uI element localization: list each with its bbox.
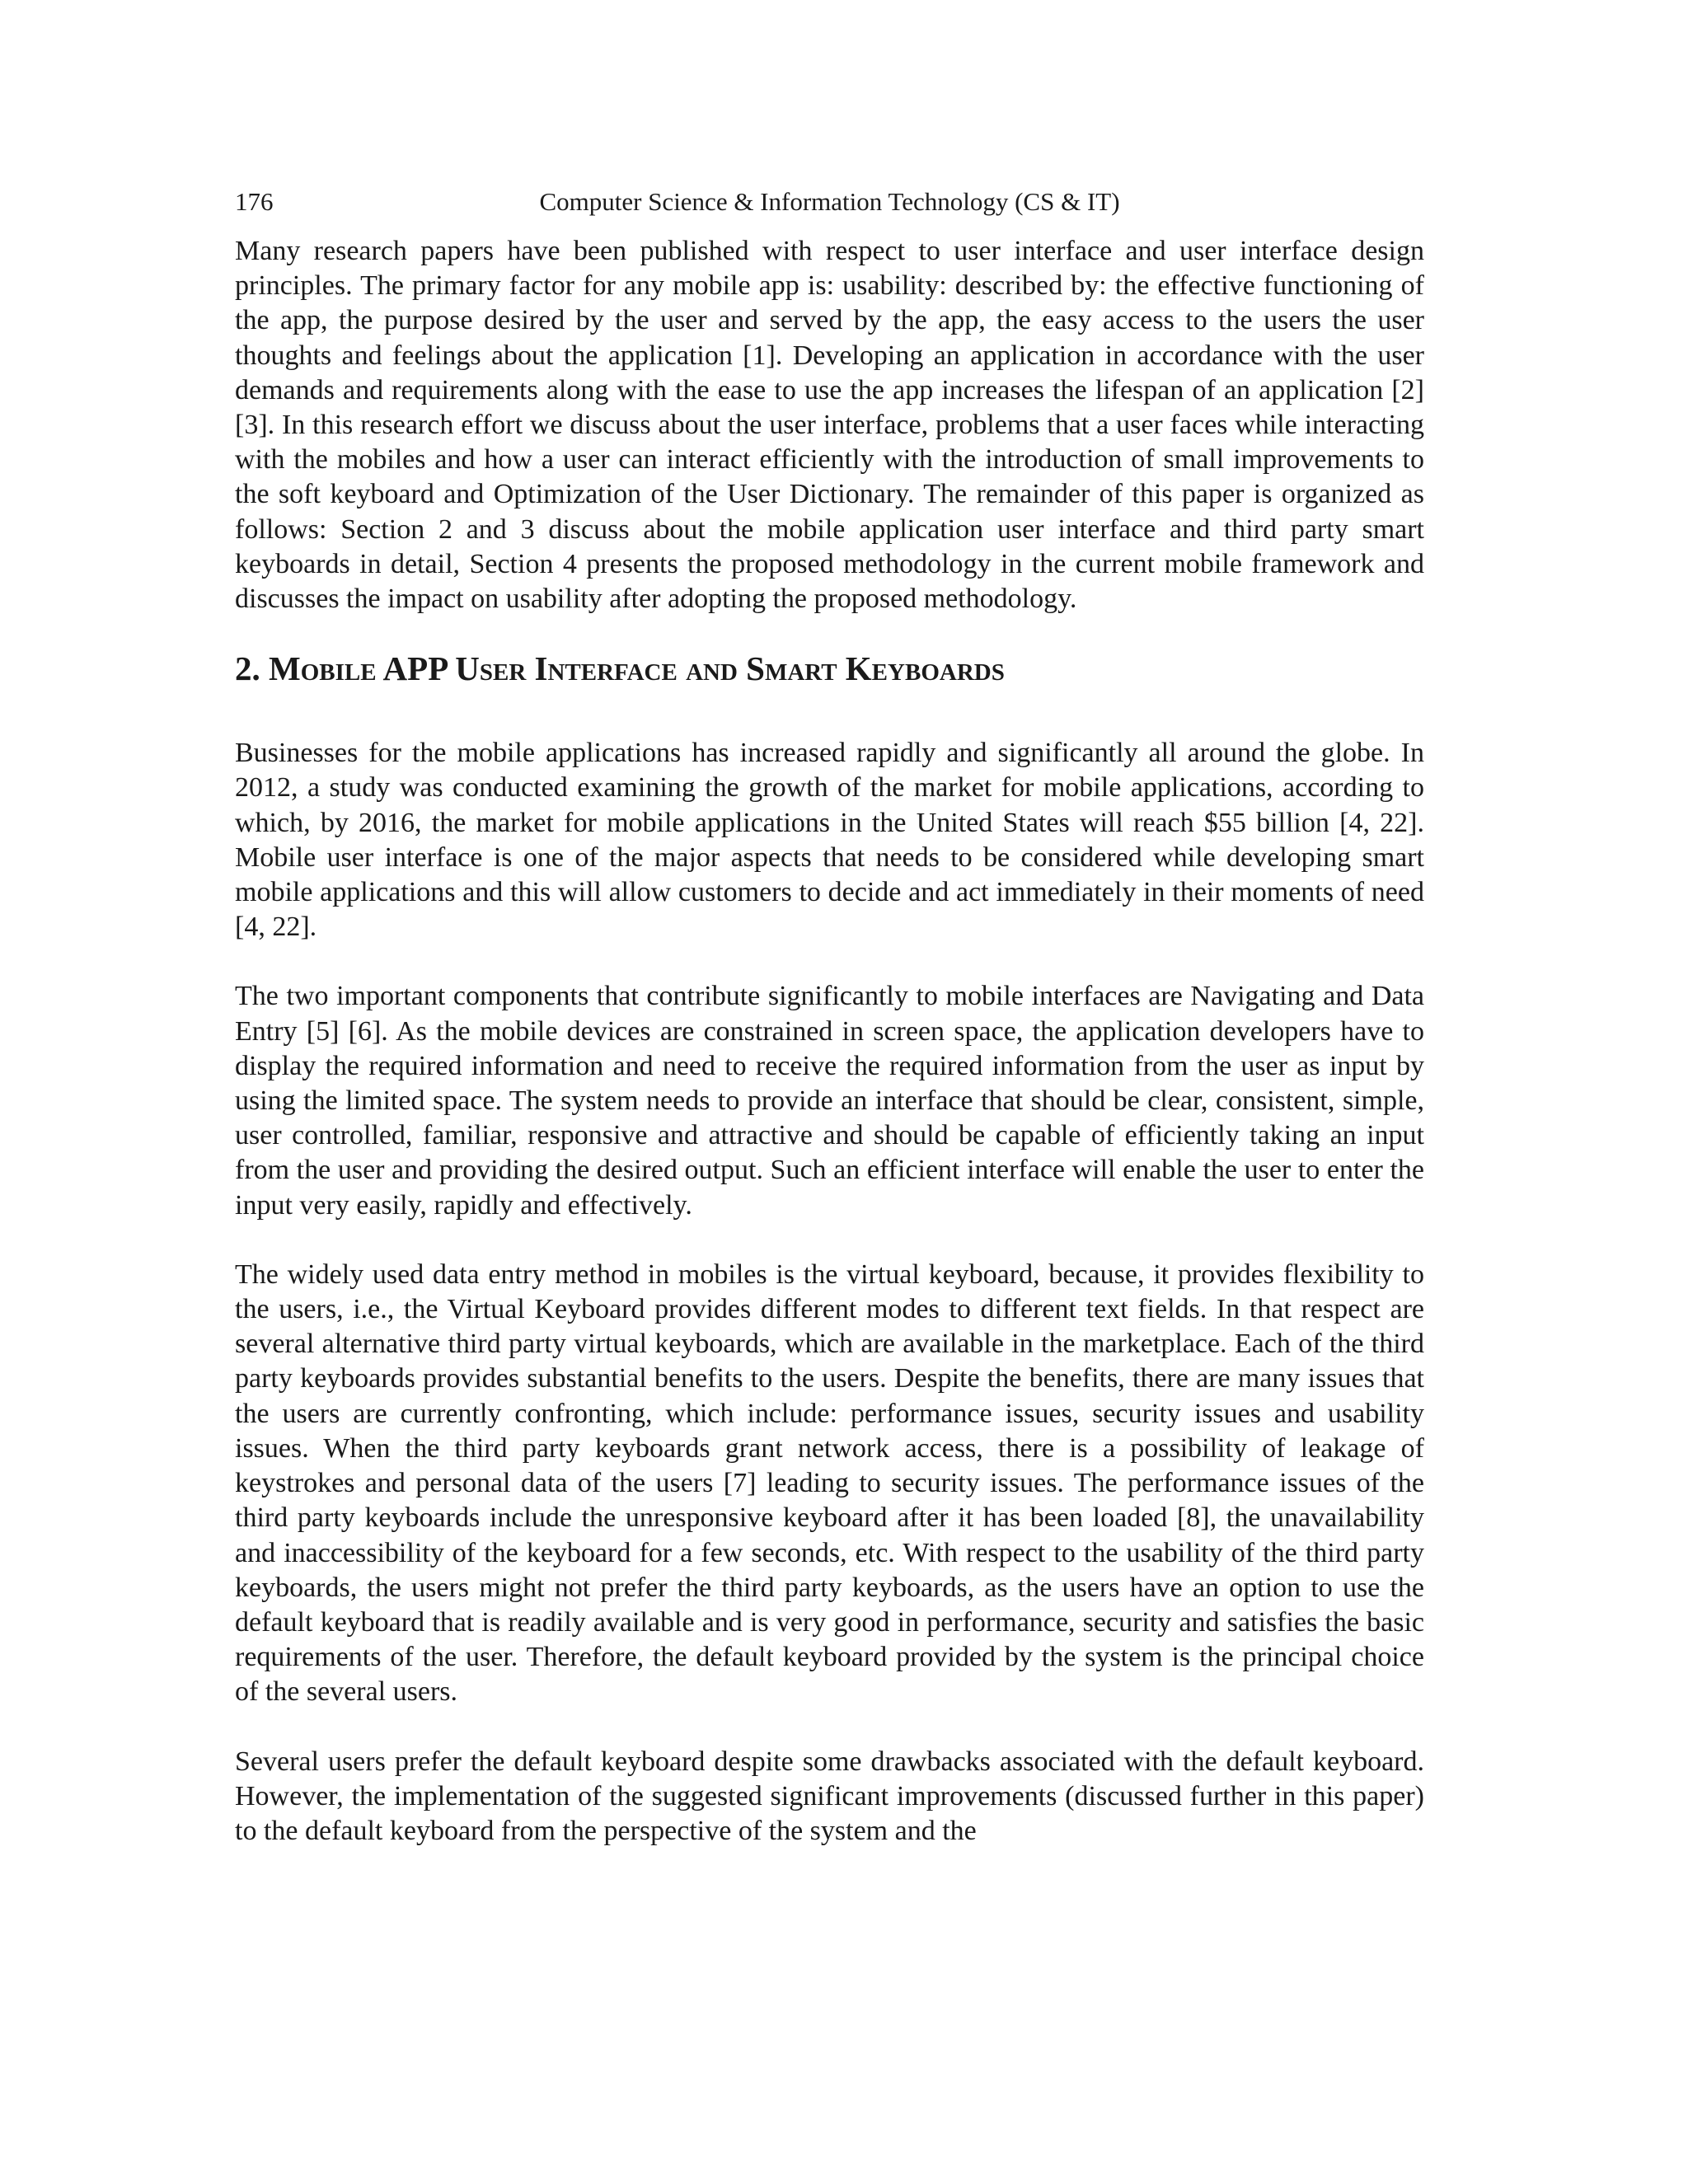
body-paragraph: Several users prefer the default keyboard despite some drawbacks associated with the default keyboard. However, the implementation of the suggested significant improvements (discussed further in this paper) to the default keyboard from the perspective of the system and the — [235, 1746, 1424, 1846]
intro-paragraph: Many research papers have been published with respect to user interface and user interface design principles. The primary factor for any mobile app is: usability: described by: the effective functioning of the app, the purpose desired by the user and served by the app, the easy access to the users the user thoughts and feelings about the application [1]. Developing an application in accordance with the user demands and requirements along with the ease to use the app increases the lifespan of an application [2] [3]. In this research effort we discuss about the user interface, problems that a user faces while interacting with the mobiles and how a user can interact efficiently with the introduction of small improvements to the soft keyboard and Optimization of the User Dictionary. The remainder of this paper is organized as follows: Section 2 and 3 discuss about the mobile application user interface and third party smart keyboards in detail, Section 4 presents the proposed methodology in the current mobile framework and discusses the impact on usability after adopting the proposed methodology. — [235, 236, 1424, 615]
body-paragraph: Businesses for the mobile applications has increased rapidly and significantly all around the globe. In 2012, a study was conducted examining the growth of the market for mobile applications, according to which, by 2016, the market for mobile applications in the United States will reach $55 billion [4, 22]. Mobile user interface is one of the major aspects that needs to be considered while developing smart mobile applications and this will allow customers to decide and act immediately in their moments of need [4, 22]. — [235, 738, 1424, 943]
page-body — [235, 234, 1424, 1849]
body-paragraph: The widely used data entry method in mobiles is the virtual keyboard, because, it provides flexibility to the users, i.e., the Virtual Keyboard provides different modes to different text fields. In that respect are several alternative third party virtual keyboards, which are available in the marketplace. Each of the third party keyboards provides substantial benefits to the users. Despite the benefits, there are many issues that the users are currently confronting, which include: performance issues, security issues and usability issues. When the third party keyboards grant network access, there is a possibility of leakage of keystrokes and personal data of the users [7] leading to security issues. The performance issues of the third party keyboards include the unresponsive keyboard after it has been loaded [8], the unavailability and inaccessibility of the keyboard for a few seconds, etc. With respect to the usability of the third party keyboards, the users might not prefer the third party keyboards, as the users have an option to use the default keyboard that is readily available and is very good in performance, security and satisfies the basic requirements of the user. Therefore, the default keyboard provided by the system is the principal choice of the several users. — [235, 1258, 1424, 1708]
running-head: Computer Science & Information Technology (CS & IT) — [539, 187, 1120, 216]
body-paragraph: The two important components that contribute significantly to mobile interfaces are Navigating and Data Entry [5] [6]. As the mobile devices are constrained in screen space, the application developers have to display the required information and need to receive the required information from the user as input by using the limited space. The system needs to provide an interface that should be clear, consistent, simple, user controlled, familiar, responsive and attractive and should be capable of efficiently taking an input from the user and providing the desired output. Such an efficient interface will enable the user to enter the input very easily, rapidly and effectively. — [235, 981, 1424, 1221]
page-number: 176 — [235, 187, 274, 216]
section-heading: 2. Mobile APP User Interface and Smart Keyboards — [235, 649, 1005, 688]
page-header — [235, 183, 1424, 221]
